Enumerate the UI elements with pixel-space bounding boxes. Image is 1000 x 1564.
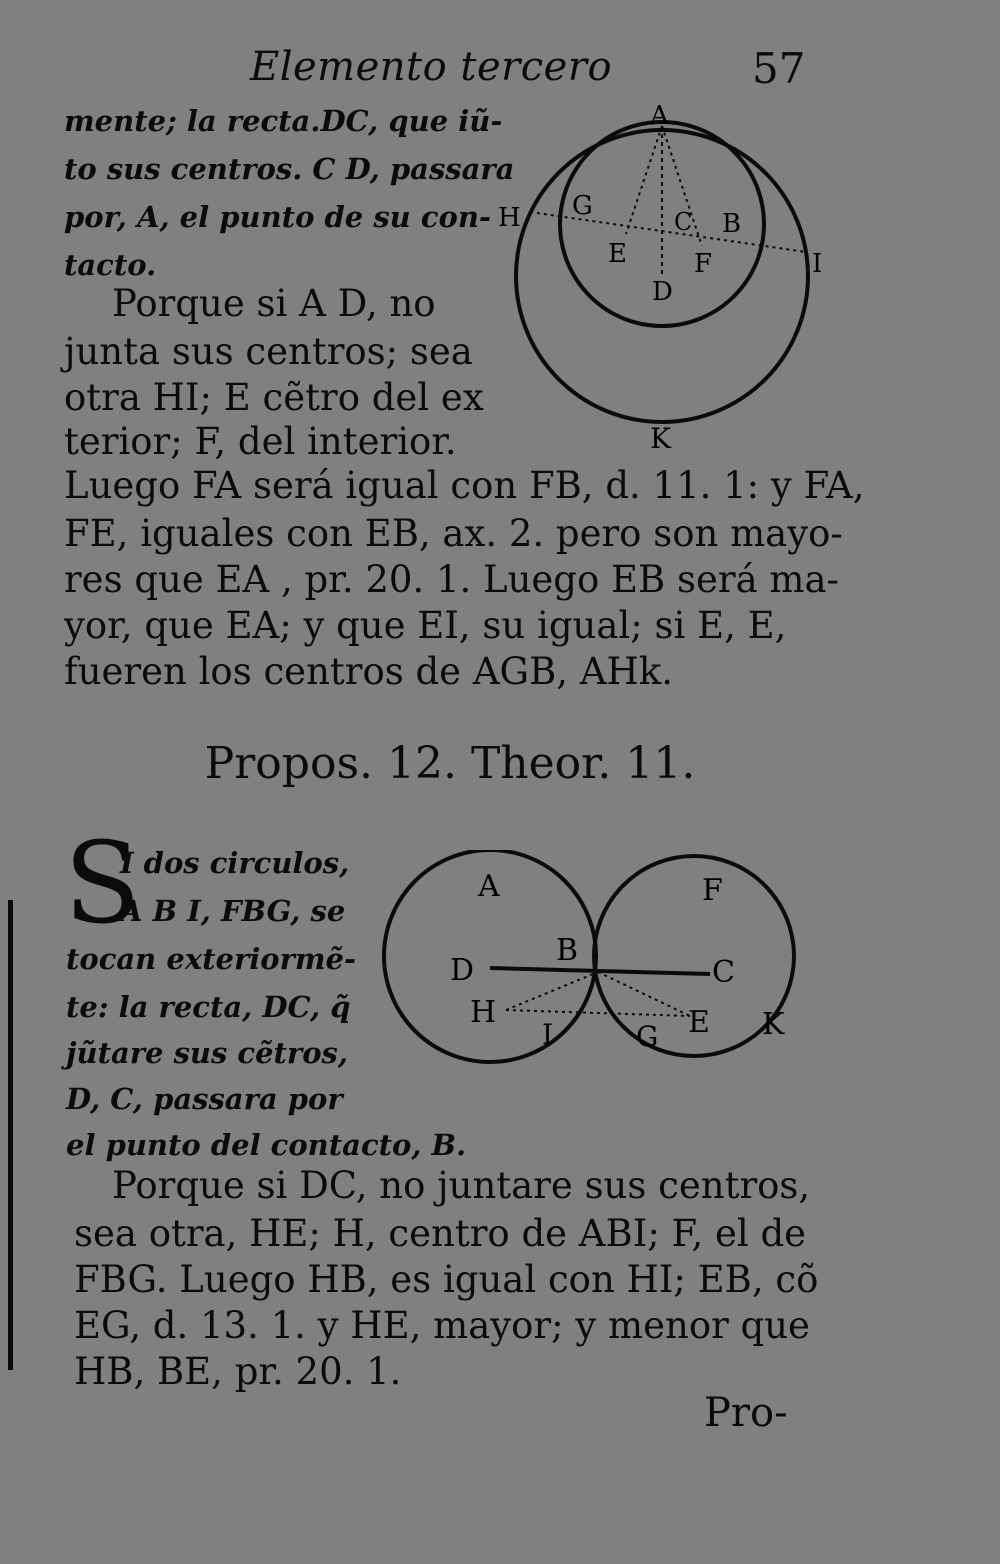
text-line: fueren los centros de AGB, AHk.	[64, 650, 673, 693]
label-e: E	[688, 1005, 710, 1040]
line-he	[506, 1010, 690, 1016]
text-line: FBG. Luego HB, es igual con HI; EB, cõ	[74, 1258, 819, 1301]
text-line: Luego FA será igual con FB, d. 11. 1: y FA,	[64, 464, 865, 507]
label-c: C	[712, 955, 735, 990]
proposition-heading: Propos. 12. Theor. 11.	[204, 738, 696, 789]
text-line: to sus centros. C D, passara	[64, 152, 515, 186]
label-a: A	[650, 101, 669, 131]
text-line: tacto.	[64, 248, 157, 282]
text-line: FE, iguales con EB, ax. 2. pero son mayo-	[64, 512, 843, 555]
label-g: G	[636, 1020, 659, 1053]
outer-circle	[516, 130, 808, 422]
text-line: D, C, passara por	[66, 1082, 343, 1116]
text-line: yor, que EA; y que EI, su igual; si E, E,	[64, 604, 787, 647]
label-h: H	[470, 995, 497, 1030]
text-line: sea otra, HE; H, centro de ABI; F, el de	[74, 1212, 807, 1255]
text-line: I dos circulos,	[120, 846, 350, 880]
label-i: I	[812, 249, 823, 279]
label-k: K	[762, 1007, 785, 1042]
label-a: A	[478, 869, 500, 904]
label-c: C	[674, 208, 693, 236]
label-i: I	[542, 1018, 554, 1051]
text-line: te: la recta, DC, q̃	[66, 990, 351, 1024]
label-g: G	[572, 191, 593, 221]
label-k: K	[650, 422, 671, 455]
text-line: otra HI; E cẽtro del ex	[64, 376, 484, 419]
label-f: F	[702, 873, 723, 908]
label-d: D	[450, 953, 475, 988]
catchword: Pro-	[704, 1390, 788, 1436]
text-line: Porque si A D, no	[112, 282, 436, 325]
label-e: E	[608, 239, 627, 269]
label-h: H	[498, 203, 521, 233]
text-line: junta sus centros; sea	[64, 330, 473, 373]
prop11-figure	[490, 96, 830, 466]
text-line: A B I, FBG, se	[120, 894, 346, 928]
prop12-figure	[370, 850, 810, 1070]
text-line: HB, BE, pr. 20. 1.	[74, 1350, 402, 1393]
label-b: B	[722, 209, 742, 239]
text-line: Porque si DC, no juntare sus centros,	[112, 1164, 811, 1207]
text-line: por, A, el punto de su con-	[64, 200, 491, 234]
dropcap: S	[64, 819, 141, 949]
text-line: el punto del contacto, B.	[66, 1128, 467, 1162]
text-line: tocan exteriormẽ-	[66, 942, 357, 976]
text-line: terior; F, del interior.	[64, 420, 457, 463]
label-d: D	[652, 277, 673, 307]
line-ae	[626, 126, 662, 234]
text-line: mente; la recta.DC, que iũ-	[64, 104, 503, 138]
label-b: B	[556, 933, 579, 968]
text-line: EG, d. 13. 1. y HE, mayor; y menor que	[74, 1304, 810, 1347]
text-line: jũtare sus cẽtros,	[66, 1036, 348, 1070]
label-f: F	[694, 249, 713, 279]
running-header: Elemento tercero	[250, 44, 613, 90]
margin-rule	[8, 900, 13, 1370]
page-number: 57	[752, 44, 806, 93]
text-line: res que EA , pr. 20. 1. Luego EB será ma-	[64, 558, 840, 601]
